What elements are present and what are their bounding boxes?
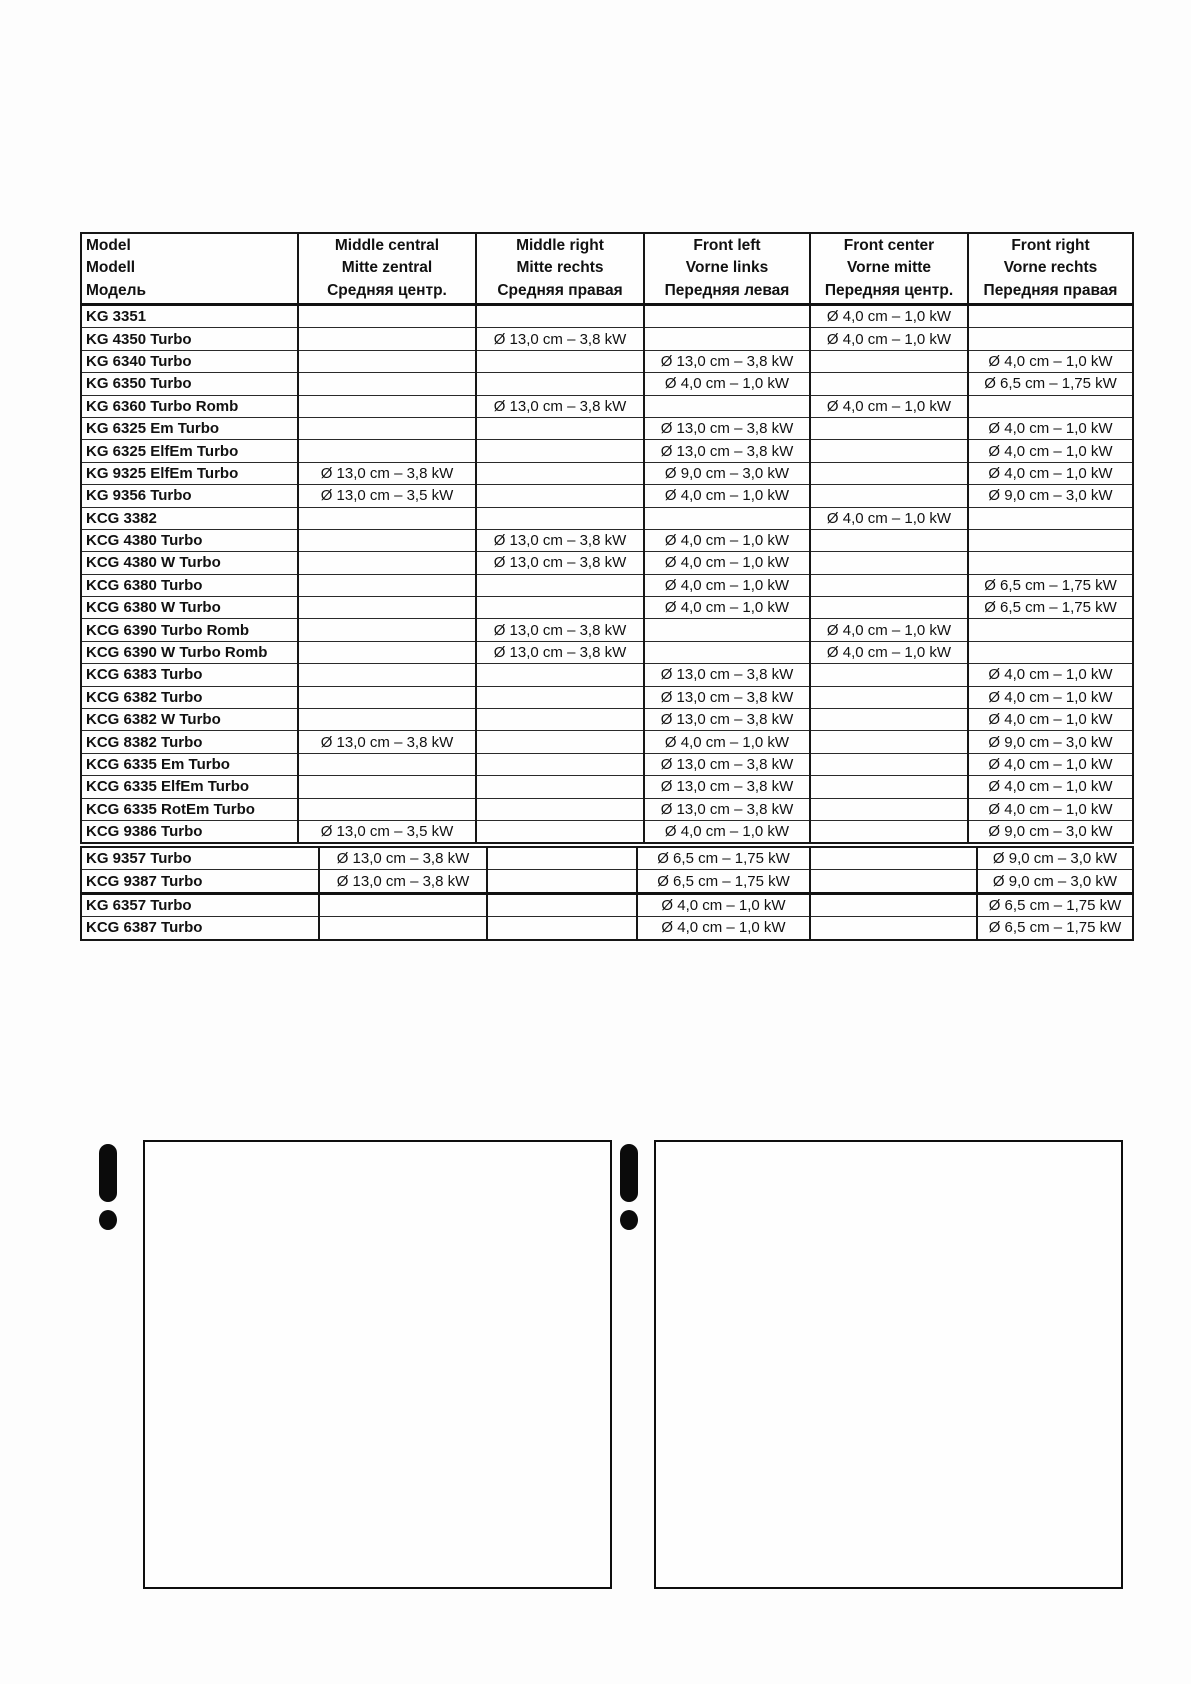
- burner-spec-front-right: Ø 9,0 cm – 3,0 kW: [968, 820, 1133, 843]
- burner-spec-front-left: Ø 4,0 cm – 1,0 kW: [644, 597, 810, 619]
- table-row: [81, 847, 1133, 870]
- model-name: KCG 8382 Turbo: [81, 731, 298, 753]
- burner-spec-front-right: Ø 4,0 cm – 1,0 kW: [968, 709, 1133, 731]
- burner-spec-front-right: Ø 6,5 cm – 1,75 kW: [977, 893, 1133, 916]
- table-row: [81, 305, 1133, 328]
- model-name: KCG 6387 Turbo: [81, 917, 319, 940]
- model-name: KCG 3382: [81, 507, 298, 529]
- burner-spec-middle-right: Ø 13,0 cm – 3,8 kW: [476, 328, 644, 350]
- burner-spec-middle-central: Ø 13,0 cm – 3,8 kW: [319, 870, 487, 893]
- burner-spec-front-left: Ø 13,0 cm – 3,8 kW: [644, 417, 810, 439]
- burner-spec-middle-central: [298, 417, 476, 439]
- header-label-ru: Передняя левая: [664, 281, 790, 299]
- burner-spec-middle-central: [298, 753, 476, 775]
- table-row: [81, 917, 1133, 940]
- burner-spec-front-left: [644, 328, 810, 350]
- note-box-left: [143, 1140, 612, 1589]
- burner-spec-front-center: [810, 731, 968, 753]
- burner-spec-front-right: Ø 6,5 cm – 1,75 kW: [968, 574, 1133, 596]
- burner-spec-front-left: Ø 4,0 cm – 1,0 kW: [644, 731, 810, 753]
- header-label-en: Middle central: [334, 236, 440, 254]
- burner-spec-front-center: [810, 664, 968, 686]
- burner-spec-front-right: Ø 4,0 cm – 1,0 kW: [968, 753, 1133, 775]
- burner-spec-front-center: [810, 574, 968, 596]
- burner-spec-table-secondary: [80, 846, 1134, 941]
- column-header-model: [81, 233, 298, 305]
- burner-spec-front-center: Ø 4,0 cm – 1,0 kW: [810, 507, 968, 529]
- burner-spec-middle-central: [298, 686, 476, 708]
- burner-spec-middle-right: [476, 305, 644, 328]
- model-name: KG 6325 ElfEm Turbo: [81, 440, 298, 462]
- burner-spec-front-right: [968, 619, 1133, 641]
- burner-spec-front-left: Ø 13,0 cm – 3,8 kW: [644, 709, 810, 731]
- burner-spec-middle-central: Ø 13,0 cm – 3,8 kW: [298, 462, 476, 484]
- table-row: [81, 731, 1133, 753]
- model-name: KCG 6335 RotEm Turbo: [81, 798, 298, 820]
- table-row: [81, 529, 1133, 551]
- burner-spec-front-right: [968, 641, 1133, 663]
- burner-spec-middle-right: [476, 731, 644, 753]
- model-name: KG 4350 Turbo: [81, 328, 298, 350]
- burner-spec-middle-right: Ø 13,0 cm – 3,8 kW: [476, 552, 644, 574]
- burner-spec-middle-right: [476, 417, 644, 439]
- table-header: [81, 233, 1133, 305]
- burner-spec-front-left: Ø 4,0 cm – 1,0 kW: [644, 485, 810, 507]
- burner-spec-front-left: Ø 4,0 cm – 1,0 kW: [637, 917, 810, 940]
- burner-spec-middle-central: Ø 13,0 cm – 3,8 kW: [319, 847, 487, 870]
- column-header-middle-central: [298, 233, 476, 305]
- header-label-de: Vorne rechts: [1003, 259, 1098, 277]
- burner-spec-middle-right: Ø 13,0 cm – 3,8 kW: [476, 529, 644, 551]
- burner-spec-middle-central: [298, 798, 476, 820]
- burner-spec-middle-central: Ø 13,0 cm – 3,5 kW: [298, 485, 476, 507]
- burner-spec-front-right: Ø 4,0 cm – 1,0 kW: [968, 440, 1133, 462]
- burner-spec-front-center: [810, 529, 968, 551]
- table-row: [81, 485, 1133, 507]
- table-row: [81, 709, 1133, 731]
- burner-spec-middle-right: [476, 597, 644, 619]
- table-row: [81, 328, 1133, 350]
- model-name: KG 3351: [81, 305, 298, 328]
- model-name: KG 9325 ElfEm Turbo: [81, 462, 298, 484]
- model-name: KCG 6383 Turbo: [81, 664, 298, 686]
- header-label-ru: Средняя правая: [497, 281, 623, 299]
- burner-spec-middle-central: [298, 529, 476, 551]
- burner-spec-middle-right: [487, 917, 637, 940]
- burner-spec-middle-central: [298, 395, 476, 417]
- burner-spec-front-right: Ø 4,0 cm – 1,0 kW: [968, 350, 1133, 372]
- burner-spec-front-left: Ø 6,5 cm – 1,75 kW: [637, 847, 810, 870]
- model-name: KCG 6380 Turbo: [81, 574, 298, 596]
- table-row: [81, 574, 1133, 596]
- burner-spec-front-right: Ø 4,0 cm – 1,0 kW: [968, 417, 1133, 439]
- burner-spec-middle-central: [298, 373, 476, 395]
- burner-spec-front-right: Ø 4,0 cm – 1,0 kW: [968, 776, 1133, 798]
- burner-spec-front-left: Ø 9,0 cm – 3,0 kW: [644, 462, 810, 484]
- burner-spec-middle-central: [298, 597, 476, 619]
- header-label-de: Mitte rechts: [516, 259, 604, 277]
- burner-spec-front-right: Ø 9,0 cm – 3,0 kW: [968, 731, 1133, 753]
- header-label-ru: Модель: [86, 281, 147, 299]
- burner-spec-front-center: [810, 893, 977, 916]
- burner-spec-front-right: Ø 4,0 cm – 1,0 kW: [968, 664, 1133, 686]
- burner-spec-front-left: Ø 13,0 cm – 3,8 kW: [644, 664, 810, 686]
- burner-spec-front-left: Ø 13,0 cm – 3,8 kW: [644, 798, 810, 820]
- table-row: [81, 798, 1133, 820]
- exclamation-dot: [620, 1210, 638, 1230]
- burner-spec-middle-central: [298, 641, 476, 663]
- exclamation-bar: [620, 1144, 638, 1202]
- burner-spec-middle-right: Ø 13,0 cm – 3,8 kW: [476, 395, 644, 417]
- burner-spec-middle-right: [476, 373, 644, 395]
- header-label-en: Model: [86, 236, 131, 254]
- model-name: KCG 6382 Turbo: [81, 686, 298, 708]
- burner-spec-front-left: Ø 4,0 cm – 1,0 kW: [644, 552, 810, 574]
- burner-spec-middle-right: [476, 485, 644, 507]
- burner-spec-middle-right: [476, 776, 644, 798]
- burner-spec-front-right: Ø 6,5 cm – 1,75 kW: [977, 917, 1133, 940]
- column-header-front-left: [644, 233, 810, 305]
- header-label-de: Vorne mitte: [846, 259, 932, 277]
- burner-spec-middle-central: [319, 917, 487, 940]
- burner-spec-front-left: Ø 4,0 cm – 1,0 kW: [644, 820, 810, 843]
- burner-spec-front-left: Ø 13,0 cm – 3,8 kW: [644, 776, 810, 798]
- table-body-secondary: [81, 847, 1133, 940]
- table-row: [81, 417, 1133, 439]
- table-row: [81, 820, 1133, 843]
- burner-spec-middle-central: Ø 13,0 cm – 3,5 kW: [298, 820, 476, 843]
- burner-spec-front-right: [968, 395, 1133, 417]
- note-box-right: [654, 1140, 1123, 1589]
- burner-spec-front-right: [968, 305, 1133, 328]
- burner-spec-front-center: Ø 4,0 cm – 1,0 kW: [810, 641, 968, 663]
- burner-spec-front-right: Ø 9,0 cm – 3,0 kW: [968, 485, 1133, 507]
- burner-spec-middle-central: [298, 305, 476, 328]
- burner-spec-middle-right: [476, 507, 644, 529]
- table-row: [81, 619, 1133, 641]
- table-row: [81, 753, 1133, 775]
- burner-spec-front-right: Ø 9,0 cm – 3,0 kW: [977, 847, 1133, 870]
- burner-spec-front-center: [810, 917, 977, 940]
- burner-spec-middle-right: Ø 13,0 cm – 3,8 kW: [476, 641, 644, 663]
- burner-spec-front-center: [810, 350, 968, 372]
- model-name: KCG 4380 Turbo: [81, 529, 298, 551]
- burner-spec-front-center: Ø 4,0 cm – 1,0 kW: [810, 619, 968, 641]
- burner-spec-front-left: [644, 395, 810, 417]
- burner-spec-front-center: Ø 4,0 cm – 1,0 kW: [810, 395, 968, 417]
- model-name: KCG 6390 Turbo Romb: [81, 619, 298, 641]
- header-row: [81, 233, 1133, 305]
- burner-spec-middle-central: [298, 440, 476, 462]
- burner-spec-front-right: [968, 529, 1133, 551]
- burner-spec-front-right: Ø 6,5 cm – 1,75 kW: [968, 597, 1133, 619]
- burner-spec-front-left: Ø 13,0 cm – 3,8 kW: [644, 350, 810, 372]
- model-name: KG 9356 Turbo: [81, 485, 298, 507]
- burner-spec-middle-central: [298, 664, 476, 686]
- table-row: [81, 552, 1133, 574]
- burner-spec-front-center: Ø 4,0 cm – 1,0 kW: [810, 328, 968, 350]
- table-row: [81, 893, 1133, 916]
- burner-spec-front-center: [810, 462, 968, 484]
- table-row: [81, 373, 1133, 395]
- burner-spec-front-center: [810, 373, 968, 395]
- burner-spec-front-center: [810, 798, 968, 820]
- burner-spec-middle-central: [298, 776, 476, 798]
- burner-spec-middle-central: [298, 350, 476, 372]
- header-label-ru: Передняя правая: [983, 281, 1118, 299]
- table-body: [81, 305, 1133, 844]
- table-row: [81, 870, 1133, 893]
- burner-spec-front-center: [810, 709, 968, 731]
- burner-spec-front-right: [968, 552, 1133, 574]
- burner-spec-middle-right: [487, 893, 637, 916]
- burner-spec-front-left: Ø 4,0 cm – 1,0 kW: [644, 529, 810, 551]
- burner-spec-middle-central: [298, 709, 476, 731]
- burner-spec-front-center: [810, 847, 977, 870]
- burner-spec-front-right: [968, 328, 1133, 350]
- model-name: KCG 6335 ElfEm Turbo: [81, 776, 298, 798]
- burner-spec-middle-right: [487, 847, 637, 870]
- burner-spec-middle-right: [476, 664, 644, 686]
- model-name: KG 9357 Turbo: [81, 847, 319, 870]
- model-name: KCG 6380 W Turbo: [81, 597, 298, 619]
- burner-spec-middle-central: [298, 507, 476, 529]
- table-row: [81, 462, 1133, 484]
- burner-spec-middle-central: Ø 13,0 cm – 3,8 kW: [298, 731, 476, 753]
- model-name: KCG 9387 Turbo: [81, 870, 319, 893]
- burner-spec-middle-central: [298, 619, 476, 641]
- model-name: KCG 6390 W Turbo Romb: [81, 641, 298, 663]
- burner-spec-front-left: [644, 641, 810, 663]
- burner-spec-middle-right: [476, 574, 644, 596]
- burner-spec-front-left: Ø 4,0 cm – 1,0 kW: [637, 893, 810, 916]
- table-row: [81, 350, 1133, 372]
- model-name: KCG 9386 Turbo: [81, 820, 298, 843]
- model-name: KCG 4380 W Turbo: [81, 552, 298, 574]
- column-header-middle-right: [476, 233, 644, 305]
- burner-spec-front-right: [968, 507, 1133, 529]
- burner-spec-front-left: [644, 305, 810, 328]
- burner-spec-front-center: Ø 4,0 cm – 1,0 kW: [810, 305, 968, 328]
- burner-spec-front-center: [810, 597, 968, 619]
- burner-spec-middle-right: [476, 440, 644, 462]
- burner-spec-middle-right: [476, 820, 644, 843]
- burner-spec-middle-central: [319, 893, 487, 916]
- table-row: [81, 776, 1133, 798]
- header-label-ru: Передняя центр.: [824, 281, 954, 299]
- table-row: [81, 641, 1133, 663]
- model-name: KG 6357 Turbo: [81, 893, 319, 916]
- header-label-de: Mitte zentral: [341, 259, 433, 277]
- exclamation-bar: [99, 1144, 117, 1202]
- burner-spec-front-center: [810, 440, 968, 462]
- burner-spec-front-center: [810, 485, 968, 507]
- table-row: [81, 507, 1133, 529]
- burner-spec-front-right: Ø 9,0 cm – 3,0 kW: [977, 870, 1133, 893]
- burner-spec-front-right: Ø 4,0 cm – 1,0 kW: [968, 462, 1133, 484]
- burner-spec-front-left: [644, 619, 810, 641]
- header-label-de: Modell: [86, 259, 136, 277]
- table-row: [81, 395, 1133, 417]
- burner-spec-front-left: [644, 507, 810, 529]
- burner-spec-front-right: Ø 4,0 cm – 1,0 kW: [968, 686, 1133, 708]
- burner-spec-middle-right: [476, 350, 644, 372]
- burner-spec-front-left: Ø 13,0 cm – 3,8 kW: [644, 440, 810, 462]
- header-label-en: Front left: [693, 236, 761, 254]
- burner-spec-front-center: [810, 870, 977, 893]
- burner-spec-middle-right: [476, 753, 644, 775]
- model-name: KG 6350 Turbo: [81, 373, 298, 395]
- burner-spec-front-right: Ø 4,0 cm – 1,0 kW: [968, 798, 1133, 820]
- burner-spec-front-center: [810, 776, 968, 798]
- exclamation-warning-icon: [99, 1144, 117, 1230]
- table-row: [81, 440, 1133, 462]
- header-label-en: Middle right: [516, 236, 604, 254]
- table-row: [81, 686, 1133, 708]
- burner-spec-front-center: [810, 417, 968, 439]
- burner-spec-middle-right: [476, 798, 644, 820]
- header-label-de: Vorne links: [685, 259, 769, 277]
- column-header-front-right: [968, 233, 1133, 305]
- burner-spec-front-left: Ø 13,0 cm – 3,8 kW: [644, 686, 810, 708]
- burner-spec-middle-right: [476, 462, 644, 484]
- burner-spec-front-left: Ø 4,0 cm – 1,0 kW: [644, 574, 810, 596]
- burner-spec-middle-central: [298, 574, 476, 596]
- burner-spec-front-center: [810, 686, 968, 708]
- exclamation-warning-icon: [620, 1144, 638, 1230]
- header-label-en: Front right: [1011, 236, 1090, 254]
- burner-spec-front-center: [810, 753, 968, 775]
- burner-spec-middle-right: [476, 686, 644, 708]
- burner-spec-front-left: Ø 13,0 cm – 3,8 kW: [644, 753, 810, 775]
- burner-spec-front-center: [810, 552, 968, 574]
- burner-spec-front-left: Ø 6,5 cm – 1,75 kW: [637, 870, 810, 893]
- burner-spec-front-left: Ø 4,0 cm – 1,0 kW: [644, 373, 810, 395]
- burner-spec-front-right: Ø 6,5 cm – 1,75 kW: [968, 373, 1133, 395]
- table-row: [81, 597, 1133, 619]
- burner-spec-table: [80, 232, 1134, 844]
- burner-spec-middle-central: [298, 552, 476, 574]
- burner-spec-middle-right: Ø 13,0 cm – 3,8 kW: [476, 619, 644, 641]
- header-label-en: Front center: [843, 236, 935, 254]
- table-row: [81, 664, 1133, 686]
- column-header-front-center: [810, 233, 968, 305]
- burner-spec-front-center: [810, 820, 968, 843]
- model-name: KG 6340 Turbo: [81, 350, 298, 372]
- model-name: KG 6325 Em Turbo: [81, 417, 298, 439]
- burner-spec-middle-central: [298, 328, 476, 350]
- model-name: KCG 6382 W Turbo: [81, 709, 298, 731]
- burner-spec-middle-right: [476, 709, 644, 731]
- header-label-ru: Средняя центр.: [327, 281, 447, 299]
- model-name: KG 6360 Turbo Romb: [81, 395, 298, 417]
- burner-spec-middle-right: [487, 870, 637, 893]
- model-name: KCG 6335 Em Turbo: [81, 753, 298, 775]
- exclamation-dot: [99, 1210, 117, 1230]
